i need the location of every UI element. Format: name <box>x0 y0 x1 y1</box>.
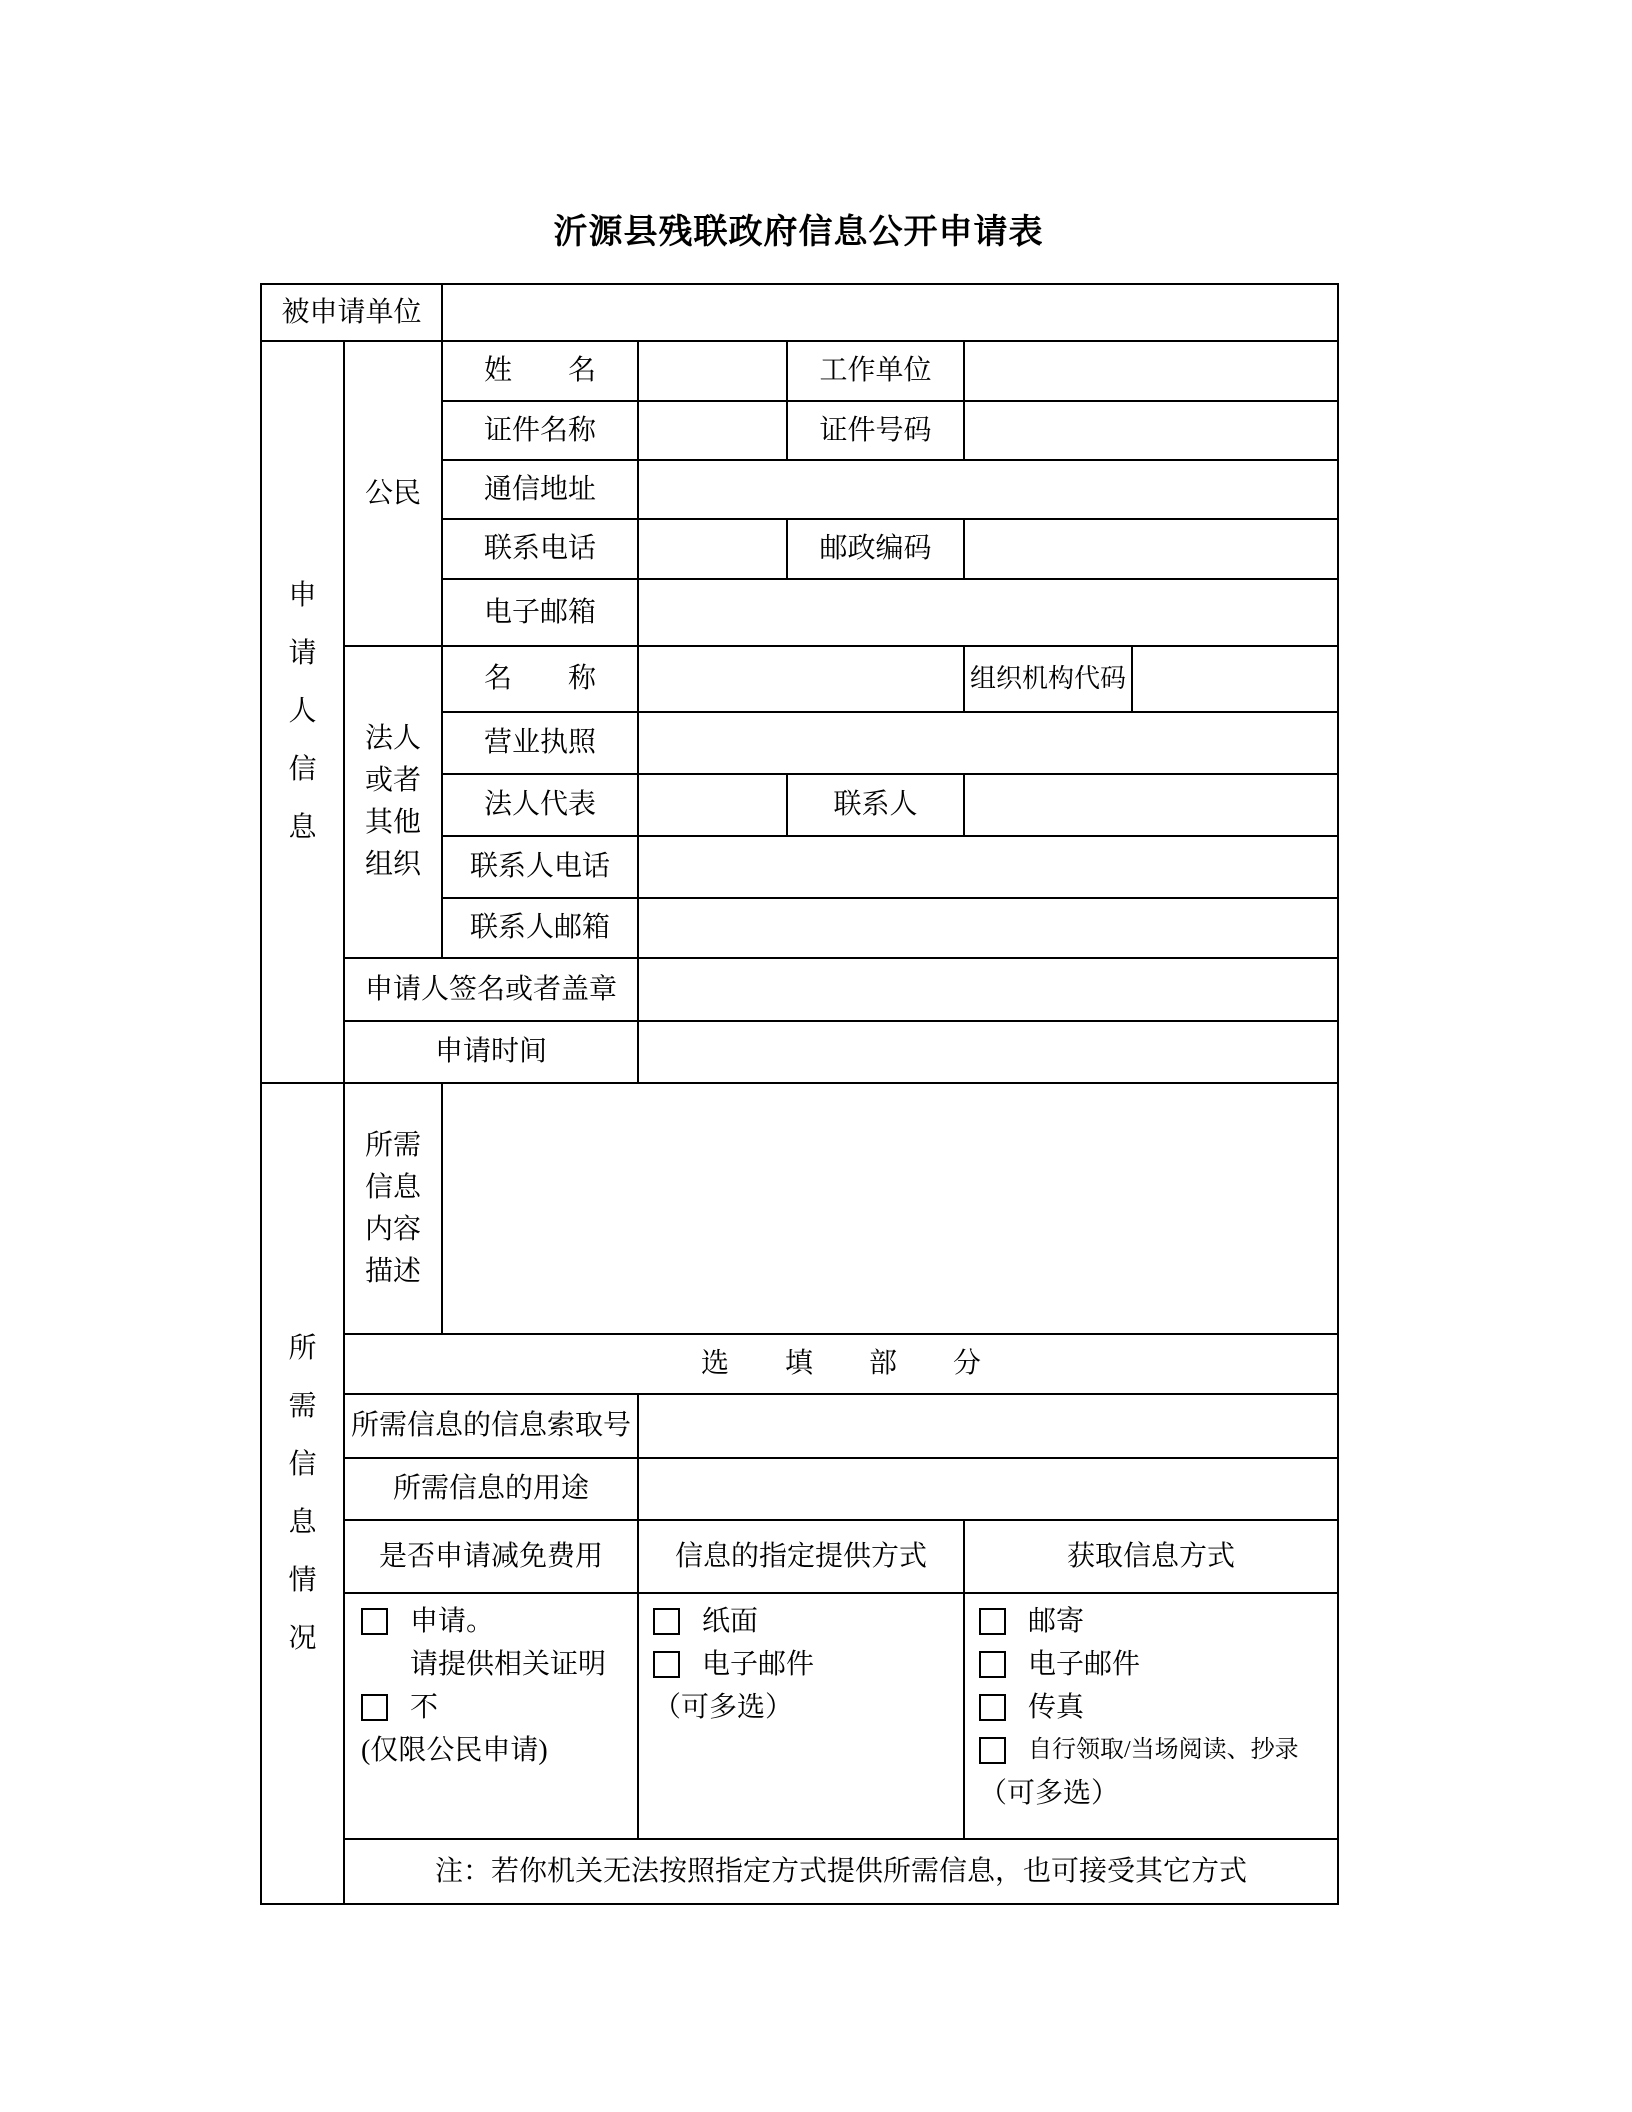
org-name-label: 名 称 <box>443 647 639 713</box>
license-label: 营业执照 <box>443 713 639 775</box>
page-title: 沂源县残联政府信息公开申请表 <box>553 214 1044 251</box>
fee-waiver-apply-label: 申请。 <box>410 1605 495 1637</box>
optional-section-header: 选 填 部 分 <box>345 1335 1339 1395</box>
phone-value[interactable] <box>639 520 788 580</box>
provide-method-paper-label: 纸面 <box>702 1605 759 1637</box>
request-section-label: 所 需 信 息 情 况 <box>262 1084 345 1905</box>
id-number-value[interactable] <box>965 402 1339 461</box>
index-number-label: 所需信息的信息索取号 <box>345 1395 639 1459</box>
legal-rep-value[interactable] <box>639 775 788 837</box>
applied-unit-value[interactable] <box>443 285 1339 342</box>
application-form-table <box>260 283 1339 1905</box>
name-value[interactable] <box>639 342 788 402</box>
email-label: 电子邮箱 <box>443 580 639 647</box>
purpose-value[interactable] <box>639 1459 1339 1521</box>
provide-method-email-checkbox[interactable] <box>653 1651 680 1678</box>
address-value[interactable] <box>639 461 1339 520</box>
email-value[interactable] <box>639 580 1339 647</box>
applicant-section-label: 申 请 人 信 息 <box>262 342 345 1084</box>
address-label: 通信地址 <box>443 461 639 520</box>
name-label: 姓 名 <box>443 342 639 402</box>
obtain-method-options <box>965 1594 1339 1840</box>
footnote: 注：若你机关无法按照指定方式提供所需信息，也可接受其它方式 <box>345 1840 1339 1905</box>
obtain-method-self-checkbox[interactable] <box>979 1737 1006 1764</box>
obtain-method-email-label: 电子邮件 <box>1028 1648 1141 1680</box>
org-code-value[interactable] <box>1133 647 1339 713</box>
postcode-label: 邮政编码 <box>788 520 965 580</box>
obtain-method-email-row <box>979 1643 1140 1686</box>
fee-waiver-no-checkbox[interactable] <box>361 1694 388 1721</box>
purpose-label: 所需信息的用途 <box>345 1459 639 1521</box>
fee-waiver-options <box>345 1594 639 1840</box>
provide-method-options <box>639 1594 965 1840</box>
fee-waiver-restriction-text: (仅限公民申请) <box>361 1734 548 1766</box>
fee-waiver-apply-checkbox[interactable] <box>361 1608 388 1635</box>
apply-time-label: 申请时间 <box>345 1022 639 1084</box>
obtain-method-mail-label: 邮寄 <box>1028 1605 1085 1637</box>
license-value[interactable] <box>639 713 1339 775</box>
obtain-method-header: 获取信息方式 <box>965 1521 1339 1594</box>
obtain-method-fax-row <box>979 1686 1084 1729</box>
provide-method-paper-checkbox[interactable] <box>653 1608 680 1635</box>
fee-waiver-restriction-note <box>361 1729 548 1772</box>
citizen-group-label: 公民 <box>345 342 443 647</box>
description-value[interactable] <box>443 1084 1339 1335</box>
fee-waiver-no-label: 不 <box>410 1691 439 1723</box>
org-code-label: 组织机构代码 <box>965 647 1133 713</box>
work-unit-value[interactable] <box>965 342 1339 402</box>
provide-method-multi-note-text: （可多选） <box>653 1691 794 1723</box>
fee-waiver-option-no-row <box>361 1686 438 1729</box>
org-name-value[interactable] <box>639 647 965 713</box>
obtain-method-mail-row <box>979 1600 1084 1643</box>
contact-label: 联系人 <box>788 775 965 837</box>
provide-method-email-row <box>653 1643 814 1686</box>
id-name-value[interactable] <box>639 402 788 461</box>
phone-label: 联系电话 <box>443 520 639 580</box>
work-unit-label: 工作单位 <box>788 342 965 402</box>
fee-waiver-apply-note <box>361 1643 606 1686</box>
obtain-method-multi-note-text: （可多选） <box>979 1777 1120 1809</box>
provide-method-header: 信息的指定提供方式 <box>639 1521 965 1594</box>
apply-time-value[interactable] <box>639 1022 1339 1084</box>
id-number-label: 证件号码 <box>788 402 965 461</box>
postcode-value[interactable] <box>965 520 1339 580</box>
obtain-method-self-row <box>979 1729 1299 1772</box>
organization-group-label: 法人 或者 其他 组织 <box>345 647 443 959</box>
provide-method-paper-row <box>653 1600 758 1643</box>
legal-rep-label: 法人代表 <box>443 775 639 837</box>
fee-waiver-apply-note-text: 请提供相关证明 <box>410 1648 607 1680</box>
provide-method-multi-note <box>653 1686 793 1729</box>
id-name-label: 证件名称 <box>443 402 639 461</box>
obtain-method-fax-checkbox[interactable] <box>979 1694 1006 1721</box>
provide-method-email-label: 电子邮件 <box>702 1648 815 1680</box>
obtain-method-fax-label: 传真 <box>1028 1691 1085 1723</box>
contact-value[interactable] <box>965 775 1339 837</box>
obtain-method-self-label: 自行领取/当场阅读、抄录 <box>1028 1737 1299 1764</box>
obtain-method-multi-note <box>979 1772 1119 1815</box>
fee-waiver-header: 是否申请减免费用 <box>345 1521 639 1594</box>
contact-email-value[interactable] <box>639 899 1339 959</box>
signature-label: 申请人签名或者盖章 <box>345 959 639 1022</box>
signature-value[interactable] <box>639 959 1339 1022</box>
contact-phone-value[interactable] <box>639 837 1339 899</box>
obtain-method-mail-checkbox[interactable] <box>979 1608 1006 1635</box>
fee-waiver-option-apply-row <box>361 1600 494 1643</box>
description-label: 所需 信息 内容 描述 <box>345 1084 443 1335</box>
obtain-method-email-checkbox[interactable] <box>979 1651 1006 1678</box>
contact-phone-label: 联系人电话 <box>443 837 639 899</box>
applied-unit-label: 被申请单位 <box>262 285 443 342</box>
index-number-value[interactable] <box>639 1395 1339 1459</box>
contact-email-label: 联系人邮箱 <box>443 899 639 959</box>
